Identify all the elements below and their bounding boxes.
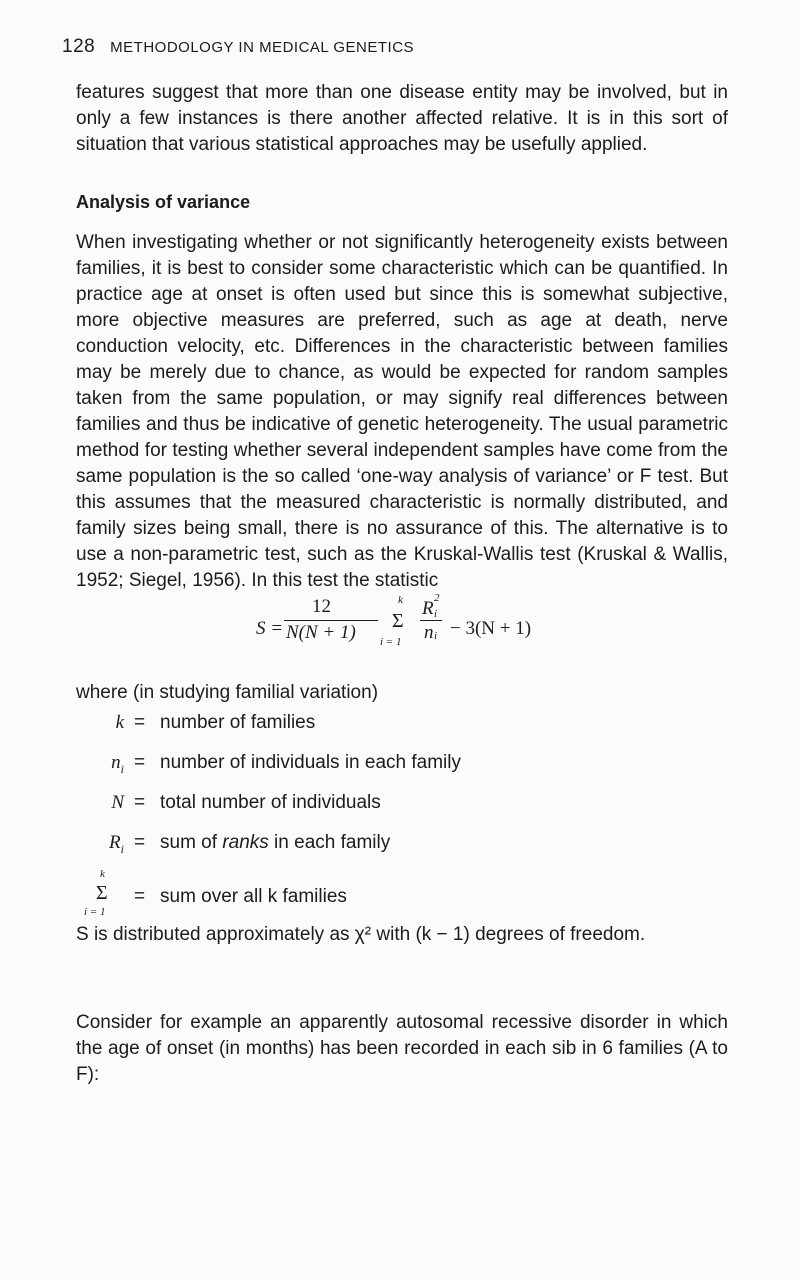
definition-text: number of individuals in each family (160, 752, 461, 773)
definition-equals: = (134, 832, 146, 853)
definition-equals: = (134, 712, 146, 733)
definition-symbol: $n_i$ (111, 752, 124, 776)
definition-symbol: $R_i$ (109, 832, 124, 856)
kruskal-wallis-formula (256, 594, 596, 678)
formula-sum-bottom: i = 1 (380, 636, 402, 648)
definition-symbol: N (111, 792, 124, 813)
closing-paragraph: Consider for example an apparently autosomal recessive disorder in which the age of onset (in months) has been recorded in each sib in 6 families (A to F): (76, 1012, 728, 1085)
running-title: METHODOLOGY IN MEDICAL GENETICS (110, 39, 415, 56)
page-number: 128 (62, 36, 96, 57)
formula-term-line (420, 620, 442, 621)
definition-text: number of families (160, 712, 316, 733)
formula-rhs: − 3(N + 1) (450, 618, 532, 639)
intro-paragraph: features suggest that more than one disease entity may be involved, but in only a few instances is there another affected relative. It is in this sort of situation that various statistical approaches may be usefully applied. (76, 82, 728, 155)
formula-fraction-line (284, 620, 378, 621)
definition-equals: = (134, 752, 146, 773)
definition-symbol: k (115, 712, 124, 733)
sum-symbol: Σ (96, 882, 108, 904)
running-header (62, 36, 414, 58)
formula-term-denominator: n i (424, 622, 438, 643)
where-line: where (in studying familial variation) (76, 682, 379, 703)
definition-equals: = (134, 792, 146, 813)
formula-denominator: N(N + 1) (286, 622, 356, 643)
formula-term-numerator: R 2 i (422, 592, 440, 620)
definition-equals: = (134, 886, 146, 907)
sum-bottom-label: i = 1 (84, 906, 106, 918)
section-heading: Analysis of variance (76, 192, 251, 212)
definition-text: sum over all k families (160, 886, 347, 907)
formula-sum-top: k (398, 594, 403, 606)
distribution-line: S is distributed approximately as χ² with (k − 1) degrees of freedom. (76, 924, 646, 945)
body-paragraph: When investigating whether or not significantly heterogeneity exists between families, it is best to consider some characteristic which can be quantified. In practice age at onset is often used but since this is somewhat subjective, more objective measures are preferred, such as age at death, nerve conduction velocity, etc. Differences in the characteristic between families may be merely due to chance, as would be expected for random samples taken from the same population, or may signify real differences between families and thus be indicative of genetic heterogeneity. The usual parametric method for testing whether several independent samples have come from the same population is the so called ‘one-way analysis of variance’ or F test. But this assumes that the measured characteristic is normally distributed, and family sizes being small, there is no assurance of this. The alternative is to use a non-parametric test, such as the Kruskal-Wallis test (Kruskal & Wallis, 1952; Siegel, 1956). In this test the statistic (76, 232, 728, 591)
definition-text: sum of ranks in each family (160, 832, 391, 853)
formula-numerator: 12 (312, 596, 331, 617)
formula-sum-symbol: Σ (392, 610, 404, 632)
definition-text: total number of individuals (160, 792, 381, 813)
sum-top-label: k (100, 868, 105, 880)
formula-lhs: S = (256, 618, 284, 639)
